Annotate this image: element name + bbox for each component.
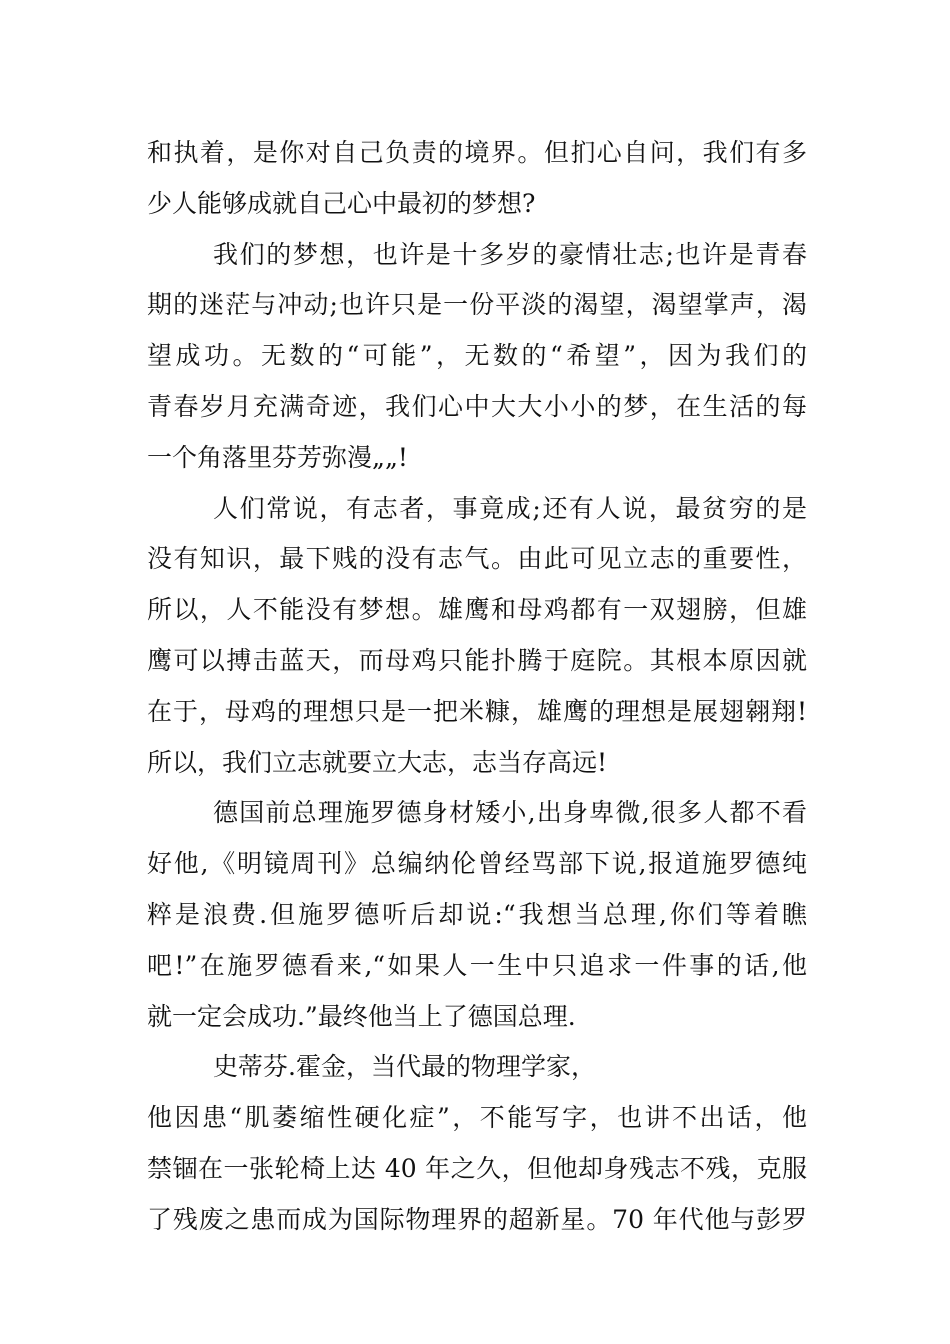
text-line: 青春岁月充满奇迹，我们心中大大小小的梦，在生活的每 <box>147 391 807 421</box>
text-line: 望成功。无数的“可能”，无数的“希望”，因为我们的 <box>147 341 807 371</box>
text-line: 和执着，是你对自己负责的境界。但扪心自问，我们有多 <box>147 138 807 167</box>
text-line: 所以，人不能没有梦想。雄鹰和母鸡都有一双翅膀，但雄 <box>147 595 807 625</box>
paragraph <box>147 230 807 484</box>
text-line: 粹是浪费.但施罗德听后却说:“我想当总理,你们等着瞧 <box>147 899 807 929</box>
text-line: 禁锢在一张轮椅上达 40 年之久，但他却身残志不残，克服 <box>147 1153 807 1183</box>
text-line: 好他,《明镜周刊》总编纳伦曾经骂部下说,报道施罗德纯 <box>147 849 807 879</box>
text-line: 他因患“肌萎缩性硬化症”，不能写字，也讲不出话，他 <box>147 1103 807 1133</box>
text-line: 鹰可以搏击蓝天，而母鸡只能扑腾于庭院。其根本原因就 <box>147 645 807 675</box>
text-line: 我们的梦想，也许是十多岁的豪情壮志;也许是青春 <box>213 239 807 269</box>
text-line: 所以，我们立志就要立大志，志当存高远! <box>147 747 608 777</box>
text-line: 在于，母鸡的理想只是一把米糠，雄鹰的理想是展翅翱翔! <box>147 696 807 726</box>
paragraph <box>147 484 807 789</box>
text-line: 没有知识，最下贱的没有志气。由此可见立志的重要性， <box>147 544 807 574</box>
text-line: 一个角落里芬芳弥漫„„! <box>147 442 408 472</box>
text-line: 德国前总理施罗德身材矮小,出身卑微,很多人都不看 <box>213 798 807 828</box>
text-line: 人们常说，有志者，事竟成;还有人说，最贫穷的是 <box>213 493 807 523</box>
document-body <box>147 128 807 1246</box>
text-line: 少人能够成就自己心中最初的梦想? <box>147 188 536 218</box>
paragraph <box>147 788 807 1042</box>
paragraph <box>147 1042 807 1245</box>
paragraph <box>147 128 807 230</box>
text-line: 就一定会成功.”最终他当上了德国总理. <box>147 1001 576 1031</box>
text-line: 吧!”在施罗德看来,“如果人一生中只追求一件事的话,他 <box>147 950 807 980</box>
text-line: 了残废之患而成为国际物理界的超新星。70 年代他与彭罗 <box>147 1204 807 1234</box>
text-line: 期的迷茫与冲动;也许只是一份平淡的渴望，渴望掌声，渴 <box>147 290 807 320</box>
text-line: 史蒂芬.霍金，当代最的物理学家， <box>213 1052 596 1082</box>
